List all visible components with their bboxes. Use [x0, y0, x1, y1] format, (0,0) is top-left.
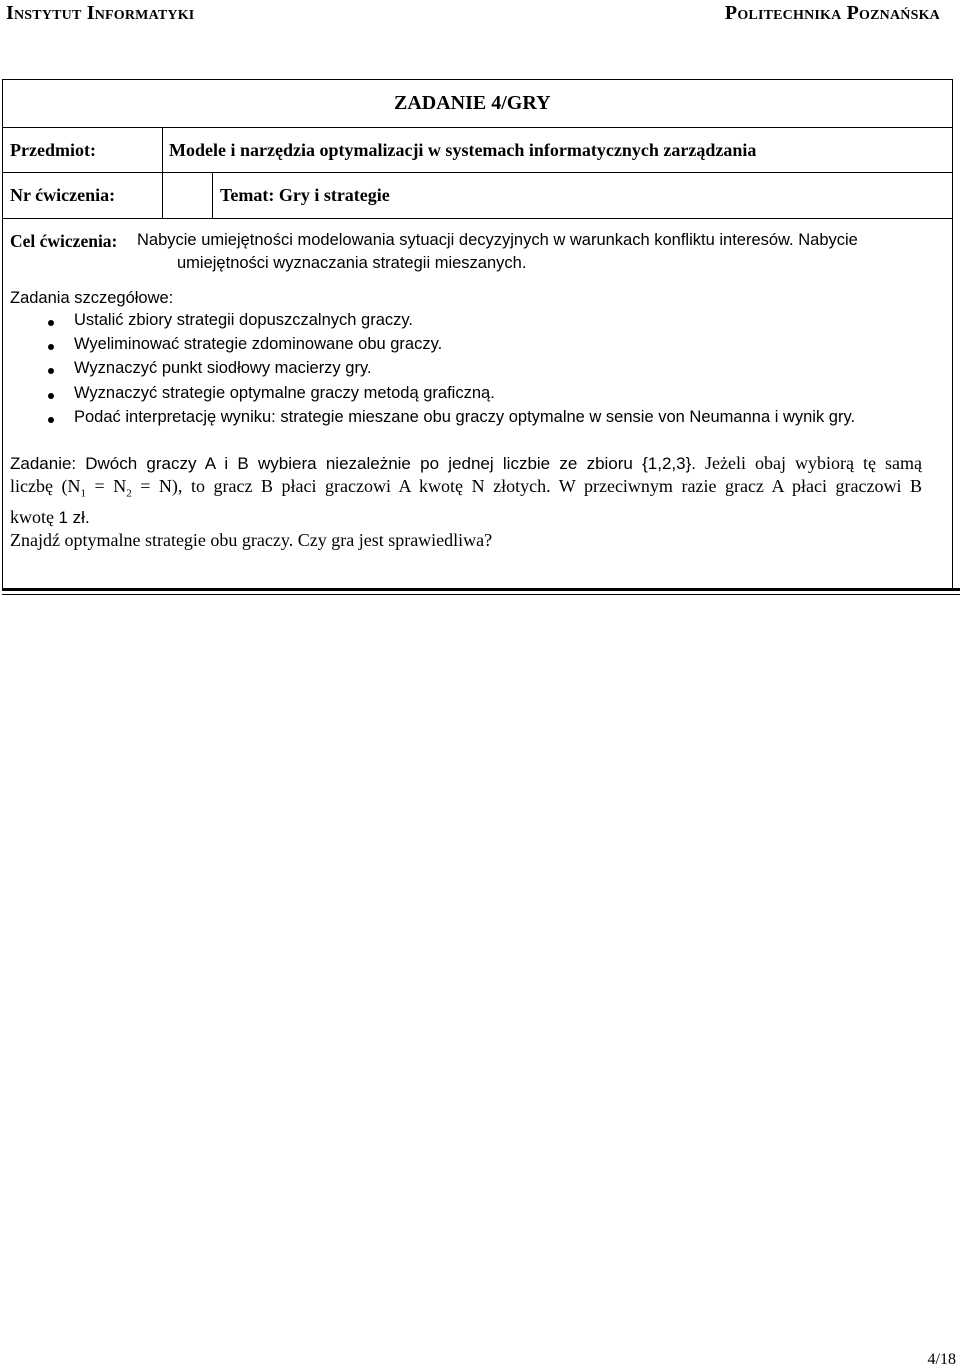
- subscript-1: 1: [80, 487, 86, 500]
- university-header: Politechnika Poznańska: [724, 2, 940, 24]
- bullet-icon: [48, 320, 54, 326]
- label-column-divider: [162, 127, 163, 218]
- goal-label: Cel ćwiczenia:: [10, 231, 118, 251]
- problem-line-3: [10, 506, 922, 529]
- task-item-text: Podać interpretację wyniku: strategie mieszane obu graczy optymalne w sensie von Neumanna i wynik gry.: [74, 408, 856, 426]
- page-number: 4/18: [927, 1351, 956, 1368]
- task-item-text: Ustalić zbiory strategii dopuszczalnych graczy.: [74, 311, 413, 329]
- topic-column-divider: [212, 172, 213, 218]
- goal-text-line2: umiejętności wyznaczania strategii mieszanych.: [177, 254, 527, 272]
- tasks-label: Zadania szczegółowe:: [10, 289, 174, 307]
- subject-divider: [2, 172, 953, 173]
- problem-text: = N), to gracz B płaci graczowi A kwotę N złotych. W przeciwnym razie gracz A płaci graczowi B: [131, 476, 922, 496]
- problem-text-sans: 1 zł.: [58, 507, 90, 527]
- task-item-text: Wyeliminować strategie zdominowane obu graczy.: [74, 335, 443, 353]
- problem-label: Zadanie:: [10, 454, 77, 473]
- title-divider: [2, 127, 953, 128]
- bottom-rule: [2, 588, 960, 595]
- exercise-number-label: Nr ćwiczenia:: [10, 185, 116, 205]
- problem-line-2: [10, 475, 922, 506]
- bullet-icon: [48, 344, 54, 350]
- bullet-icon: [48, 393, 54, 399]
- task-item-text: Wyznaczyć strategie optymalne graczy metodą graficzną.: [74, 384, 495, 402]
- subject-label: Przedmiot:: [10, 140, 96, 160]
- problem-text: = N: [86, 476, 127, 496]
- assignment-title: ZADANIE 4/GRY: [394, 92, 551, 114]
- problem-line-1: [10, 452, 922, 475]
- problem-text: liczbę (N: [10, 476, 81, 496]
- topic-title: Temat: Gry i strategie: [220, 185, 390, 205]
- bullet-icon: [48, 417, 54, 423]
- problem-question: Znajdź optymalne strategie obu graczy. Czy gra jest sprawiedliwa?: [10, 529, 493, 550]
- subscript-2: 2: [126, 487, 132, 500]
- task-item-text: Wyznaczyć punkt siodłowy macierzy gry.: [74, 359, 372, 377]
- bullet-icon: [48, 368, 54, 374]
- problem-statement: [10, 452, 922, 552]
- problem-text-sans: Dwóch graczy A i B wybiera niezależnie po jednej liczbie ze zbioru {1,2,3}.: [85, 454, 696, 473]
- goal-text-line1: Nabycie umiejętności modelowania sytuacji decyzyjnych w warunkach konfliktu interesów. Nabycie: [137, 231, 858, 249]
- topic-divider: [2, 218, 953, 219]
- institute-header: Instytut Informatyki: [6, 2, 195, 24]
- problem-text-serif: Jeżeli obaj wybiorą tę samą: [705, 453, 923, 473]
- problem-text: kwotę: [10, 506, 54, 527]
- subject-value: Modele i narzędzia optymalizacji w systemach informatycznych zarządzania: [169, 140, 757, 160]
